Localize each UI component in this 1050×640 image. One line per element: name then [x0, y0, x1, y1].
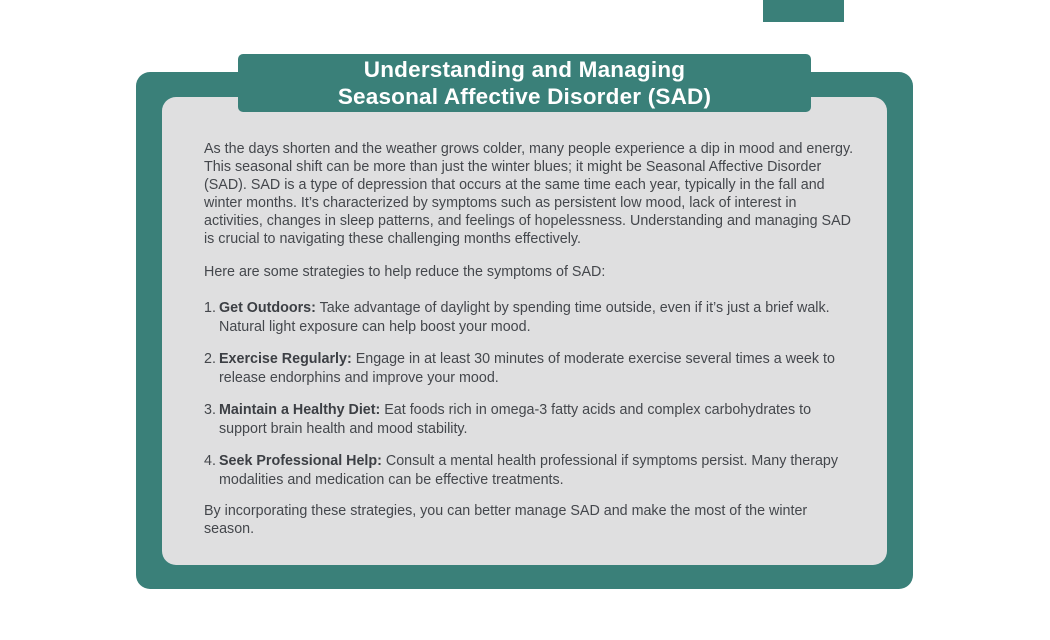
strategy-text: Take advantage of daylight by spending time outside, even if it’s just a brief walk. Natural light exposure can help boost your mood.	[219, 300, 830, 336]
strategy-heading: Exercise Regularly:	[219, 351, 352, 368]
strategy-heading: Maintain a Healthy Diet:	[219, 402, 381, 419]
strategies-lead: Here are some strategies to help reduce the symptoms of SAD:	[204, 264, 606, 281]
strategy-item	[204, 350, 854, 388]
corner-decoration	[763, 0, 844, 22]
strategy-heading: Get Outdoors:	[219, 300, 316, 317]
strategy-number: 3.	[204, 402, 216, 419]
strategy-text: Engage in at least 30 minutes of moderate exercise several times a week to release endorphins and improve your mood.	[219, 351, 835, 387]
closing-paragraph: By incorporating these strategies, you can better manage SAD and make the most of the winter season.	[204, 503, 808, 538]
strategy-number: 1.	[204, 300, 216, 317]
strategy-number: 2.	[204, 351, 216, 368]
strategy-item	[204, 299, 854, 337]
strategy-number: 4.	[204, 453, 216, 470]
title-line-2: Seasonal Affective Disorder (SAD)	[337, 84, 712, 109]
strategy-text: Eat foods rich in omega-3 fatty acids and complex carbohydrates to support brain health and mood stability.	[219, 402, 812, 438]
strategy-text: Consult a mental health professional if symptoms persist. Many therapy modalities and medication can be effective treatments.	[219, 453, 839, 489]
intro-paragraph: As the days shorten and the weather grows colder, many people experience a dip in mood and energy. This seasonal shift can be more than just the winter blues; it might be Seasonal Affective Disorder (SAD). SAD is a type of depression that occurs at the same time each year, typically in the fall and winter months. It’s characterized by symptoms such as persistent low mood, lack of interest in activities, changes in sleep patterns, and feelings of hopelessness. Understanding and managing SAD is crucial to navigating these challenging months effectively.	[204, 141, 854, 247]
title-banner	[238, 54, 811, 112]
article-body	[204, 141, 854, 539]
strategies-list	[204, 299, 854, 490]
strategy-item	[204, 401, 854, 439]
title-line-1: Understanding and Managing	[363, 57, 686, 82]
strategy-item	[204, 452, 854, 490]
strategy-heading: Seek Professional Help:	[219, 453, 382, 470]
